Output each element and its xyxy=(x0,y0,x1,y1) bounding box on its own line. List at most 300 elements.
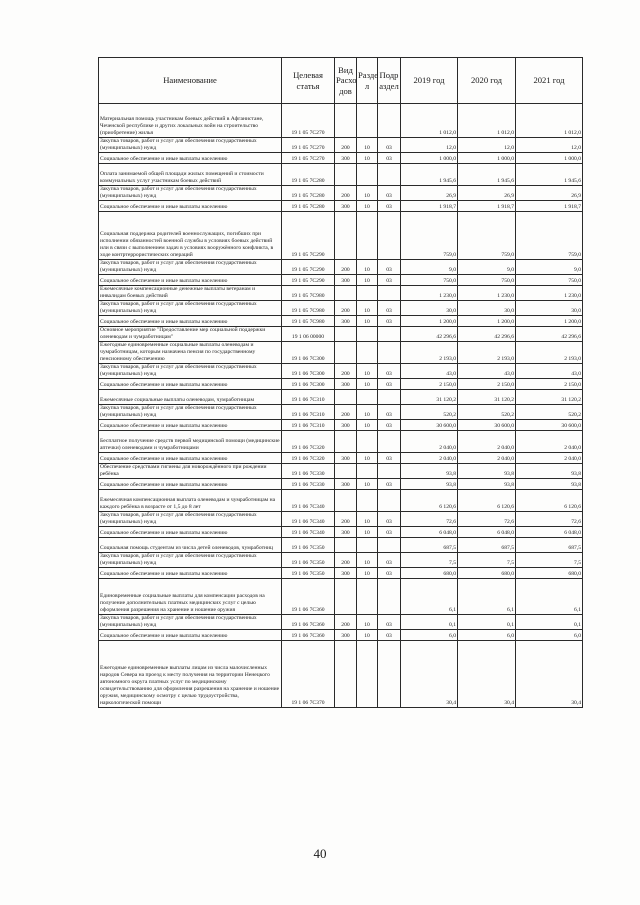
table-row xyxy=(99,527,583,538)
row-section: 10 xyxy=(357,260,378,275)
row-value-2019: 680,0 xyxy=(401,568,458,579)
row-expense-type: 300 xyxy=(335,316,357,327)
row-subsection xyxy=(378,641,401,708)
row-expense-type: 200 xyxy=(335,138,357,153)
row-subsection xyxy=(378,464,401,479)
row-expense-type: 300 xyxy=(335,453,357,464)
table-row xyxy=(99,420,583,431)
row-target-article: 19 1 06 7С330 xyxy=(282,464,335,479)
budget-table xyxy=(98,57,583,708)
row-expense-type xyxy=(335,286,357,301)
row-value-2019: 750,0 xyxy=(401,275,458,286)
row-value-2021: 93,8 xyxy=(516,479,583,490)
row-value-2019: 30,0 xyxy=(401,301,458,316)
row-expense-type: 200 xyxy=(335,186,357,201)
table-row xyxy=(99,553,583,568)
row-value-2021: 2 193,0 xyxy=(516,342,583,364)
row-name: Социальное обеспечение и иные выплаты населению xyxy=(99,453,282,464)
row-subsection: 03 xyxy=(378,453,401,464)
row-value-2021: 30,4 xyxy=(516,641,583,708)
row-section: 10 xyxy=(357,186,378,201)
row-target-article: 19 1 06 7С300 xyxy=(282,364,335,379)
row-target-article: 19 1 05 7С270 xyxy=(282,104,335,138)
row-name: Закупка товаров, работ и услуг для обеспечения государственных (муниципальных) нужд xyxy=(99,301,282,316)
row-name: Ежегодные единовременные выплаты лицам из числа малочисленных народов Севера на проезд к месту получения на территории Ненецкого автономного округа платных услуг по медицинскому освидетельствованию для оформления разрешения на хранение и ношение оружия, медицинскому осмотру с целью трудоустройства, наркологической помощи xyxy=(99,641,282,708)
row-name: Ежегодные единовременные социальные выплаты оленеводам и чумработницам, которым назначена пенсия по государственному пенсионному обеспечению xyxy=(99,342,282,364)
table-row xyxy=(99,512,583,527)
row-target-article: 19 1 05 7С290 xyxy=(282,275,335,286)
table-row xyxy=(99,453,583,464)
header-year-2020: 2020 год xyxy=(458,58,516,104)
row-value-2021: 30 600,0 xyxy=(516,420,583,431)
row-value-2021: 2 040,0 xyxy=(516,453,583,464)
row-target-article: 19 1 06 7С320 xyxy=(282,431,335,453)
row-section xyxy=(357,490,378,512)
row-section: 10 xyxy=(357,405,378,420)
row-section xyxy=(357,538,378,553)
row-value-2020: 7,5 xyxy=(458,553,516,568)
row-value-2019: 31 120,2 xyxy=(401,390,458,405)
row-subsection: 03 xyxy=(378,568,401,579)
row-section xyxy=(357,104,378,138)
table-row xyxy=(99,104,583,138)
row-value-2020: 12,0 xyxy=(458,138,516,153)
row-value-2020: 93,8 xyxy=(458,464,516,479)
row-value-2021: 759,0 xyxy=(516,212,583,260)
table-row xyxy=(99,579,583,615)
table-row xyxy=(99,286,583,301)
row-expense-type: 300 xyxy=(335,568,357,579)
row-target-article: 19 1 06 7С350 xyxy=(282,568,335,579)
row-expense-type: 300 xyxy=(335,527,357,538)
row-name: Социальное обеспечение и иные выплаты населению xyxy=(99,420,282,431)
row-value-2019: 93,8 xyxy=(401,464,458,479)
row-value-2020: 2 040,0 xyxy=(458,431,516,453)
row-name: Социальное обеспечение и иные выплаты населению xyxy=(99,316,282,327)
row-section xyxy=(357,390,378,405)
row-value-2021: 520,2 xyxy=(516,405,583,420)
row-subsection: 03 xyxy=(378,301,401,316)
row-expense-type: 200 xyxy=(335,405,357,420)
row-section: 10 xyxy=(357,379,378,390)
row-value-2020: 1 945,6 xyxy=(458,164,516,186)
row-expense-type: 200 xyxy=(335,301,357,316)
row-value-2019: 93,8 xyxy=(401,479,458,490)
row-value-2020: 1 918,7 xyxy=(458,201,516,212)
row-value-2020: 6,0 xyxy=(458,630,516,641)
row-expense-type xyxy=(335,164,357,186)
row-name: Основное мероприятие "Предоставление мер социальной поддержки оленеводам и чумработницам" xyxy=(99,327,282,342)
row-name: Социальное обеспечение и иные выплаты населению xyxy=(99,527,282,538)
row-target-article: 19 1 06 7С350 xyxy=(282,553,335,568)
row-value-2021: 0,1 xyxy=(516,615,583,630)
row-value-2019: 6 048,0 xyxy=(401,527,458,538)
table-row xyxy=(99,630,583,641)
row-subsection xyxy=(378,490,401,512)
row-expense-type xyxy=(335,641,357,708)
row-target-article: 19 1 05 7С290 xyxy=(282,260,335,275)
row-section: 10 xyxy=(357,364,378,379)
row-value-2020: 1 012,0 xyxy=(458,104,516,138)
row-subsection: 03 xyxy=(378,316,401,327)
row-name: Материальная помощь участникам боевых действий в Афганистане, Чеченской республике и других локальных войн на строительство (приобретение) жилья xyxy=(99,104,282,138)
row-value-2020: 1 000,0 xyxy=(458,153,516,164)
row-name: Оплата занимаемой общей площади жилых помещений и стоимости коммунальных услуг участникам боевых действий xyxy=(99,164,282,186)
row-value-2019: 26,9 xyxy=(401,186,458,201)
row-expense-type: 300 xyxy=(335,153,357,164)
row-value-2019: 42 296,6 xyxy=(401,327,458,342)
row-target-article: 19 1 06 7С310 xyxy=(282,390,335,405)
row-name: Социальное обеспечение и иные выплаты населению xyxy=(99,153,282,164)
row-expense-type xyxy=(335,212,357,260)
row-expense-type xyxy=(335,431,357,453)
row-value-2021: 30,0 xyxy=(516,301,583,316)
row-value-2020: 680,0 xyxy=(458,568,516,579)
row-name: Закупка товаров, работ и услуг для обеспечения государственных (муниципальных) нужд xyxy=(99,364,282,379)
row-name: Единовременные социальные выплаты для компенсации расходов на получение дополнительных платных медицинских услуг с целью оформления разрешения на хранение и ношение оружия xyxy=(99,579,282,615)
row-value-2019: 7,5 xyxy=(401,553,458,568)
row-value-2020: 6 120,6 xyxy=(458,490,516,512)
row-value-2021: 42 296,6 xyxy=(516,327,583,342)
row-subsection: 03 xyxy=(378,275,401,286)
row-value-2020: 30,0 xyxy=(458,301,516,316)
row-section: 10 xyxy=(357,301,378,316)
row-value-2019: 6 120,6 xyxy=(401,490,458,512)
row-target-article: 19 1 06 7С340 xyxy=(282,527,335,538)
row-value-2019: 1 000,0 xyxy=(401,153,458,164)
row-value-2019: 6,0 xyxy=(401,630,458,641)
row-name: Социальное обеспечение и иные выплаты населению xyxy=(99,201,282,212)
row-section: 10 xyxy=(357,630,378,641)
row-name: Обеспечение средствами гигиены для новорождённого при рождении ребёнка xyxy=(99,464,282,479)
row-target-article: 19 1 06 7С370 xyxy=(282,641,335,708)
row-name: Ежемесячная компенсационная выплата оленеводам и чумработницам на каждого ребёнка в возрасте от 1,5 до 8 лет xyxy=(99,490,282,512)
row-expense-type: 300 xyxy=(335,630,357,641)
row-subsection xyxy=(378,342,401,364)
table-row xyxy=(99,379,583,390)
row-subsection: 03 xyxy=(378,379,401,390)
row-name: Бесплатное получение средств первой медицинской помощи (медицинские аптечки) оленеводами и чумработницами xyxy=(99,431,282,453)
row-value-2019: 2 193,0 xyxy=(401,342,458,364)
row-value-2019: 1 918,7 xyxy=(401,201,458,212)
row-value-2020: 1 230,0 xyxy=(458,286,516,301)
row-value-2019: 0,1 xyxy=(401,615,458,630)
row-value-2020: 750,0 xyxy=(458,275,516,286)
row-value-2021: 6 048,0 xyxy=(516,527,583,538)
row-value-2021: 2 040,0 xyxy=(516,431,583,453)
row-value-2020: 2 150,0 xyxy=(458,379,516,390)
row-subsection xyxy=(378,212,401,260)
row-section: 10 xyxy=(357,527,378,538)
row-value-2019: 2 150,0 xyxy=(401,379,458,390)
table-row xyxy=(99,364,583,379)
row-name: Закупка товаров, работ и услуг для обеспечения государственных (муниципальных) нужд xyxy=(99,138,282,153)
row-value-2021: 7,5 xyxy=(516,553,583,568)
row-target-article: 19 1 06 7С300 xyxy=(282,342,335,364)
row-expense-type xyxy=(335,342,357,364)
row-name: Закупка товаров, работ и услуг для обеспечения государственных (муниципальных) нужд xyxy=(99,405,282,420)
row-expense-type xyxy=(335,104,357,138)
row-subsection: 03 xyxy=(378,553,401,568)
table-row xyxy=(99,464,583,479)
row-name: Социальное обеспечение и иные выплаты населению xyxy=(99,479,282,490)
row-value-2019: 12,0 xyxy=(401,138,458,153)
table-row xyxy=(99,316,583,327)
row-expense-type: 300 xyxy=(335,379,357,390)
row-value-2019: 2 040,0 xyxy=(401,453,458,464)
row-expense-type: 300 xyxy=(335,479,357,490)
row-expense-type: 200 xyxy=(335,553,357,568)
row-target-article: 19 1 05 7С980 xyxy=(282,301,335,316)
row-value-2019: 30,4 xyxy=(401,641,458,708)
table-row xyxy=(99,212,583,260)
row-value-2021: 1 000,0 xyxy=(516,153,583,164)
row-target-article: 19 1 06 7С360 xyxy=(282,615,335,630)
row-value-2020: 9,0 xyxy=(458,260,516,275)
row-subsection: 03 xyxy=(378,420,401,431)
row-expense-type xyxy=(335,390,357,405)
row-value-2020: 93,8 xyxy=(458,479,516,490)
row-subsection: 03 xyxy=(378,364,401,379)
row-name: Социальное обеспечение и иные выплаты населению xyxy=(99,379,282,390)
row-subsection xyxy=(378,164,401,186)
row-value-2021: 12,0 xyxy=(516,138,583,153)
row-value-2019: 1 200,0 xyxy=(401,316,458,327)
row-value-2019: 30 600,0 xyxy=(401,420,458,431)
row-value-2020: 1 200,0 xyxy=(458,316,516,327)
row-section xyxy=(357,212,378,260)
row-value-2020: 26,9 xyxy=(458,186,516,201)
table-row xyxy=(99,479,583,490)
row-value-2019: 1 012,0 xyxy=(401,104,458,138)
table-row xyxy=(99,405,583,420)
header-section: Разде л xyxy=(357,58,378,104)
row-section xyxy=(357,164,378,186)
table-row xyxy=(99,490,583,512)
row-target-article: 19 1 05 7С280 xyxy=(282,164,335,186)
row-name: Закупка товаров, работ и услуг для обеспечения государственных (муниципальных) нужд xyxy=(99,615,282,630)
row-value-2021: 43,0 xyxy=(516,364,583,379)
table-row xyxy=(99,615,583,630)
row-expense-type xyxy=(335,579,357,615)
row-expense-type: 200 xyxy=(335,260,357,275)
row-expense-type: 300 xyxy=(335,201,357,212)
row-target-article: 19 1 06 7С300 xyxy=(282,379,335,390)
row-subsection: 03 xyxy=(378,527,401,538)
row-name: Закупка товаров, работ и услуг для обеспечения государственных (муниципальных) нужд xyxy=(99,512,282,527)
row-target-article: 19 1 05 7С280 xyxy=(282,201,335,212)
table-row xyxy=(99,327,583,342)
row-value-2019: 72,6 xyxy=(401,512,458,527)
row-section xyxy=(357,327,378,342)
row-target-article: 19 1 06 7С360 xyxy=(282,630,335,641)
row-value-2020: 6,1 xyxy=(458,579,516,615)
row-target-article: 19 1 06 7С350 xyxy=(282,538,335,553)
row-value-2019: 520,2 xyxy=(401,405,458,420)
row-value-2020: 72,6 xyxy=(458,512,516,527)
row-expense-type xyxy=(335,327,357,342)
row-value-2021: 1 012,0 xyxy=(516,104,583,138)
row-subsection xyxy=(378,431,401,453)
row-value-2019: 1 230,0 xyxy=(401,286,458,301)
row-target-article: 19 1 06 7С340 xyxy=(282,490,335,512)
row-subsection xyxy=(378,390,401,405)
row-target-article: 19 1 06 7С310 xyxy=(282,405,335,420)
row-value-2020: 2 193,0 xyxy=(458,342,516,364)
row-name: Закупка товаров, работ и услуг для обеспечения государственных (муниципальных) нужд xyxy=(99,186,282,201)
row-value-2021: 31 120,2 xyxy=(516,390,583,405)
row-value-2021: 93,8 xyxy=(516,464,583,479)
row-expense-type: 200 xyxy=(335,615,357,630)
row-section: 10 xyxy=(357,138,378,153)
row-subsection: 03 xyxy=(378,260,401,275)
header-target-article: Целевая статья xyxy=(282,58,335,104)
row-value-2021: 680,0 xyxy=(516,568,583,579)
row-section: 10 xyxy=(357,568,378,579)
row-subsection: 03 xyxy=(378,138,401,153)
row-target-article: 19 1 06 7С360 xyxy=(282,579,335,615)
table-row xyxy=(99,164,583,186)
row-name: Ежемесячные компенсационные денежные выплаты ветеранам и инвалидам боевых действий xyxy=(99,286,282,301)
table-row xyxy=(99,390,583,405)
row-value-2020: 0,1 xyxy=(458,615,516,630)
row-value-2020: 42 296,6 xyxy=(458,327,516,342)
row-expense-type xyxy=(335,464,357,479)
row-name: Социальное обеспечение и иные выплаты населению xyxy=(99,630,282,641)
row-name: Социальное обеспечение и иные выплаты населению xyxy=(99,275,282,286)
row-value-2019: 759,0 xyxy=(401,212,458,260)
row-target-article: 19 1 06 00000 xyxy=(282,327,335,342)
row-name: Социальная помощь студентам из числа детей оленеводов, чумработниц xyxy=(99,538,282,553)
row-section: 10 xyxy=(357,553,378,568)
row-value-2021: 6 120,6 xyxy=(516,490,583,512)
table-row xyxy=(99,138,583,153)
row-target-article: 19 1 05 7С980 xyxy=(282,286,335,301)
row-value-2019: 2 040,0 xyxy=(401,431,458,453)
row-section: 10 xyxy=(357,316,378,327)
row-value-2021: 2 150,0 xyxy=(516,379,583,390)
table-row xyxy=(99,301,583,316)
row-subsection xyxy=(378,327,401,342)
row-value-2021: 1 200,0 xyxy=(516,316,583,327)
row-value-2021: 72,6 xyxy=(516,512,583,527)
row-value-2019: 1 945,6 xyxy=(401,164,458,186)
row-value-2021: 9,0 xyxy=(516,260,583,275)
row-target-article: 19 1 05 7С980 xyxy=(282,316,335,327)
row-expense-type xyxy=(335,490,357,512)
row-value-2020: 30,4 xyxy=(458,641,516,708)
row-section: 10 xyxy=(357,420,378,431)
table-row xyxy=(99,201,583,212)
row-section xyxy=(357,286,378,301)
row-expense-type: 300 xyxy=(335,275,357,286)
row-value-2021: 750,0 xyxy=(516,275,583,286)
row-value-2020: 759,0 xyxy=(458,212,516,260)
table-row xyxy=(99,260,583,275)
table-row xyxy=(99,568,583,579)
row-name: Закупка товаров, работ и услуг для обеспечения государственных (муниципальных) нужд xyxy=(99,260,282,275)
row-value-2019: 43,0 xyxy=(401,364,458,379)
row-subsection xyxy=(378,538,401,553)
row-value-2021: 6,1 xyxy=(516,579,583,615)
row-section: 10 xyxy=(357,153,378,164)
table-row xyxy=(99,641,583,708)
header-subsection: Подр аздел xyxy=(378,58,401,104)
row-value-2020: 6 048,0 xyxy=(458,527,516,538)
row-value-2019: 687,5 xyxy=(401,538,458,553)
row-value-2020: 30 600,0 xyxy=(458,420,516,431)
row-section: 10 xyxy=(357,201,378,212)
header-name: Наименование xyxy=(99,58,282,104)
row-value-2020: 520,2 xyxy=(458,405,516,420)
row-value-2020: 43,0 xyxy=(458,364,516,379)
row-subsection: 03 xyxy=(378,630,401,641)
row-section: 10 xyxy=(357,479,378,490)
row-value-2021: 687,5 xyxy=(516,538,583,553)
table-header-row xyxy=(99,58,583,104)
table-row xyxy=(99,186,583,201)
row-subsection xyxy=(378,579,401,615)
row-value-2020: 687,5 xyxy=(458,538,516,553)
page-number: 40 xyxy=(313,846,327,861)
row-subsection: 03 xyxy=(378,153,401,164)
row-target-article: 19 1 05 7С270 xyxy=(282,138,335,153)
row-subsection: 03 xyxy=(378,405,401,420)
row-value-2020: 31 120,2 xyxy=(458,390,516,405)
row-target-article: 19 1 05 7С280 xyxy=(282,186,335,201)
table-row xyxy=(99,275,583,286)
row-section xyxy=(357,431,378,453)
row-target-article: 19 1 06 7С310 xyxy=(282,420,335,431)
budget-table-body xyxy=(99,104,583,708)
row-subsection: 03 xyxy=(378,201,401,212)
row-target-article: 19 1 06 7С340 xyxy=(282,512,335,527)
header-expense-type: Вид Расхо дов xyxy=(335,58,357,104)
row-subsection: 03 xyxy=(378,512,401,527)
row-target-article: 19 1 05 7С270 xyxy=(282,153,335,164)
header-year-2019: 2019 год xyxy=(401,58,458,104)
row-section: 10 xyxy=(357,453,378,464)
row-subsection: 03 xyxy=(378,479,401,490)
row-subsection xyxy=(378,286,401,301)
row-expense-type xyxy=(335,538,357,553)
table-row xyxy=(99,153,583,164)
row-section: 10 xyxy=(357,275,378,286)
header-year-2021: 2021 год xyxy=(516,58,583,104)
row-expense-type: 200 xyxy=(335,364,357,379)
row-value-2020: 2 040,0 xyxy=(458,453,516,464)
row-value-2021: 6,0 xyxy=(516,630,583,641)
row-name: Закупка товаров, работ и услуг для обеспечения государственных (муниципальных) нужд xyxy=(99,553,282,568)
row-section xyxy=(357,579,378,615)
row-value-2021: 1 918,7 xyxy=(516,201,583,212)
row-name: Ежемесячные социальные выплаты оленеводам, чумработницам xyxy=(99,390,282,405)
row-target-article: 19 1 06 7С320 xyxy=(282,453,335,464)
row-expense-type: 300 xyxy=(335,420,357,431)
row-section xyxy=(357,464,378,479)
row-target-article: 19 1 05 7С290 xyxy=(282,212,335,260)
row-section: 10 xyxy=(357,512,378,527)
row-value-2021: 1 945,6 xyxy=(516,164,583,186)
row-value-2019: 9,0 xyxy=(401,260,458,275)
row-subsection: 03 xyxy=(378,615,401,630)
table-row xyxy=(99,431,583,453)
row-name: Социальное обеспечение и иные выплаты населению xyxy=(99,568,282,579)
row-subsection: 03 xyxy=(378,186,401,201)
row-value-2021: 26,9 xyxy=(516,186,583,201)
row-value-2021: 1 230,0 xyxy=(516,286,583,301)
row-expense-type: 200 xyxy=(335,512,357,527)
